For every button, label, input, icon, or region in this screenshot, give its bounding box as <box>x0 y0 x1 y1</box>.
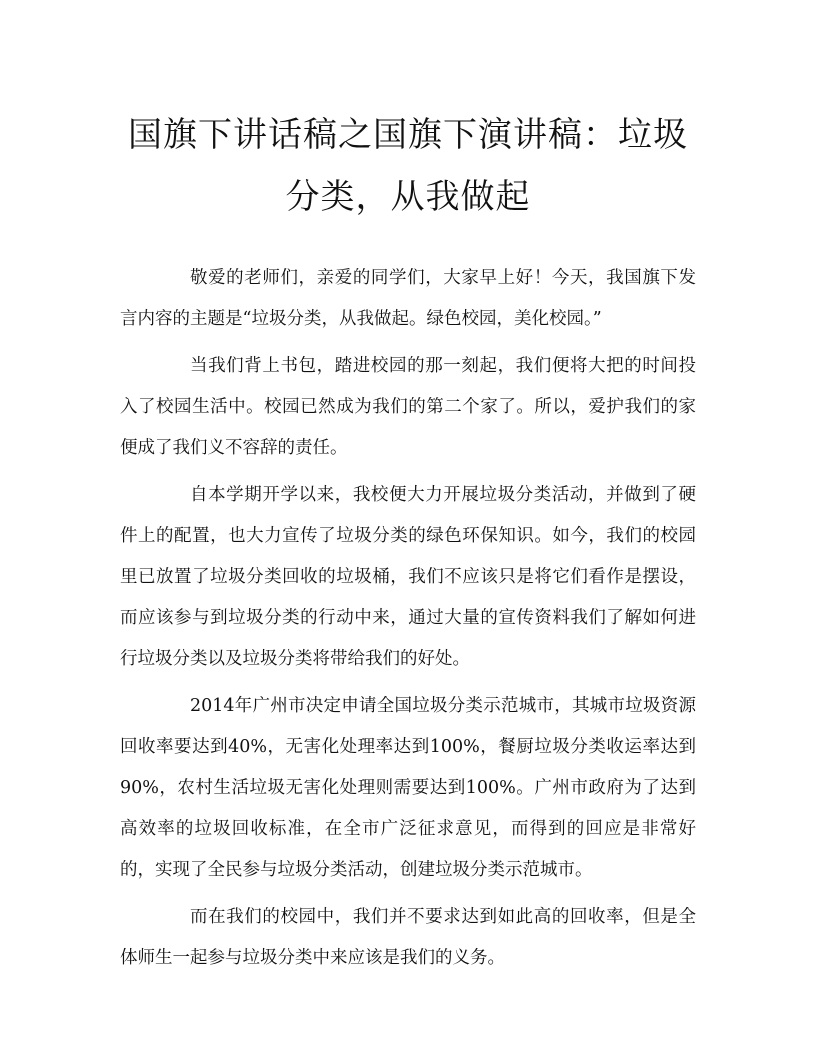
paragraph-our-duty: 而在我们的校园中，我们并不要求达到如此高的回收率，但是全体师生一起参与垃圾分类中来应该是我们的义务。 <box>120 907 696 968</box>
paragraph-school-activity: 自本学期开学以来，我校便大力开展垃圾分类活动，并做到了硬件上的配置，也大力宣传了垃圾分类的绿色环保知识。如今，我们的校园里已放置了垃圾分类回收的垃圾桶，我们不应该只是将它们看作是摆设，而应该参与到垃圾分类的行动中来，通过大量的宣传资料我们了解如何进行垃圾分类以及垃圾分类将带给我们的好处。 <box>120 485 696 669</box>
paragraph-guangzhou-example: 2014年广州市决定申请全国垃圾分类示范城市，其城市垃圾资源回收率要达到40%，无害化处理率达到100%，餐厨垃圾分类收运率达到90%，农村生活垃圾无害化处理则需要达到100%。广州市政府为了达到高效率的垃圾回收标准，在全市广泛征求意见，而得到的回应是非常好的，实现了全民参与垃圾分类活动，创建垃圾分类示范城市。 <box>120 696 696 880</box>
document-title: 国旗下讲话稿之国旗下演讲稿：垃圾分类，从我做起 <box>128 115 688 217</box>
document-body <box>120 258 696 985</box>
paragraph-campus-home: 当我们背上书包，踏进校园的那一刻起，我们便将大把的时间投入了校园生活中。校园已然成为我们的第二个家了。所以，爱护我们的家便成了我们义不容辞的责任。 <box>120 356 696 458</box>
paragraph-greeting: 敬爱的老师们，亲爱的同学们，大家早上好！今天，我国旗下发言内容的主题是“垃圾分类，从我做起。绿色校园，美化校园。” <box>120 268 696 329</box>
